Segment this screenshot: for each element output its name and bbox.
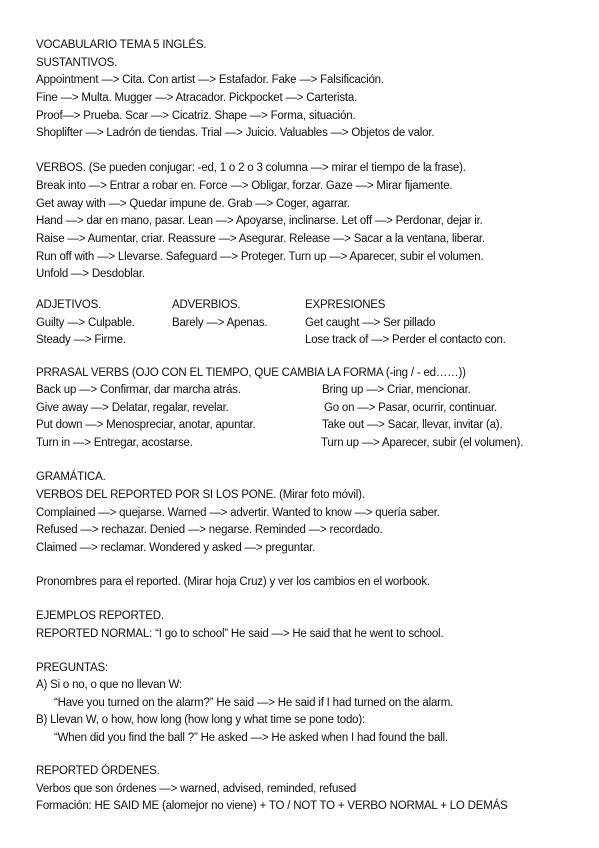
ejemplos-line: REPORTED NORMAL: “I go to school” He said —> He said that he went to school. xyxy=(36,628,444,640)
phrasal-heading: PRRASAL VERBS (OJO CON EL TIEMPO, QUE CAMBIA LA FORMA (-ing / - ed……)) xyxy=(36,367,466,379)
preguntas-heading: PREGUNTAS: xyxy=(36,662,108,674)
sustantivos-line: Proof—> Prueba. Scar —> Cicatriz. Shape —> Forma, situación. xyxy=(36,110,356,122)
verbos-line: Run off with —> Llevarse. Safeguard —> Proteger. Turn up —> Aparecer, subir el volumen. xyxy=(36,251,484,263)
document-title: VOCABULARIO TEMA 5 INGLÉS. xyxy=(36,39,207,51)
verbos-line: Unfold —> Desdoblar. xyxy=(36,268,145,280)
gramatica-subheading: VERBOS DEL REPORTED POR SI LOS PONE. (Mirar foto móvil). xyxy=(36,489,365,501)
verbos-line: Hand —> dar en mano, pasar. Lean —> Apoyarse, inclinarse. Let off —> Perdonar, dejar ir. xyxy=(36,215,483,227)
preguntas-b-label: B) Llevan W, o how, how long (how long y what time se pone todo): xyxy=(36,714,365,726)
phrasal-item: Put down —> Menospreciar, anotar, apuntar. xyxy=(36,419,256,431)
verbos-line: Raise —> Aumentar, criar. Reassure —> Asegurar. Release —> Sacar a la ventana, liberar. xyxy=(36,233,485,245)
phrasal-item: Turn in —> Entregar, acostarse. xyxy=(36,437,193,449)
adjetivos-heading: ADJETIVOS. xyxy=(36,299,102,311)
adjetivo-item: Steady —> Firme. xyxy=(36,334,126,346)
gramatica-line: Complained —> quejarse. Warned —> advertir. Wanted to know —> quería saber. xyxy=(36,507,440,519)
ejemplos-heading: EJEMPLOS REPORTED. xyxy=(36,610,164,622)
sustantivos-heading: SUSTANTIVOS. xyxy=(36,57,118,69)
ordenes-heading: REPORTED ÓRDENES. xyxy=(36,765,160,777)
expresiones-heading: EXPRESIONES xyxy=(305,299,386,311)
preguntas-a-label: A) Si o no, o que no llevan W: xyxy=(36,679,182,691)
phrasal-item: Go on —> Pasar, ocurrir, continuar. xyxy=(324,402,497,414)
gramatica-line: Claimed —> reclamar. Wondered y asked —> preguntar. xyxy=(36,542,316,554)
gramatica-heading: GRAMÁTICA. xyxy=(36,471,106,483)
adjetivo-item: Guilty —> Culpable. xyxy=(36,317,135,329)
adverbios-heading: ADVERBIOS. xyxy=(172,299,241,311)
verbos-line: Break into —> Entrar a robar en. Force —> Obligar, forzar. Gaze —> Mirar fijamente. xyxy=(36,180,453,192)
preguntas-b-example: “When did you find the ball ?” He asked —> He asked when I had found the ball. xyxy=(54,732,448,744)
expresion-item: Get caught —> Ser pillado xyxy=(305,317,436,329)
ordenes-line: Verbos que son órdenes —> warned, advised, reminded, refused xyxy=(36,783,357,795)
sustantivos-line: Fine —> Multa. Mugger —> Atracador. Pickpocket —> Carterista. xyxy=(36,92,358,104)
verbos-line: Get away with —> Quedar impune de. Grab —> Coger, agarrar. xyxy=(36,198,350,210)
phrasal-item: Take out —> Sacar, llevar, invitar (a). xyxy=(322,419,503,431)
pronombres-line: Pronombres para el reported. (Mirar hoja Cruz) y ver los cambios en el worbook. xyxy=(36,576,430,588)
verbos-heading: VERBOS. (Se pueden conjugar: -ed, 1 o 2 o 3 columna —> mirar el tiempo de la frase). xyxy=(36,162,466,174)
phrasal-item: Turn up —> Aparecer, subir (el volumen). xyxy=(321,437,524,449)
gramatica-line: Refused —> rechazar. Denied —> negarse. Reminded —> recordado. xyxy=(36,524,383,536)
expresion-item: Lose track of —> Perder el contacto con. xyxy=(305,334,506,346)
ordenes-formacion: Formación: HE SAID ME (alomejor no viene) + TO / NOT TO + VERBO NORMAL + LO DEMÁS xyxy=(36,800,508,812)
sustantivos-line: Shoplifter —> Ladrón de tiendas. Trial —> Juicio. Valuables —> Objetos de valor. xyxy=(36,127,435,139)
adverbio-item: Barely —> Apenas. xyxy=(172,317,268,329)
phrasal-item: Bring up —> Criar, mencionar. xyxy=(322,384,471,396)
phrasal-item: Give away —> Delatar, regalar, revelar. xyxy=(36,402,229,414)
preguntas-a-example: “Have you turned on the alarm?” He said —> He said if I had turned on the alarm. xyxy=(54,697,454,709)
sustantivos-line: Appointment —> Cita. Con artist —> Estafador. Fake —> Falsificación. xyxy=(36,74,384,86)
phrasal-item: Back up —> Confirmar, dar marcha atrás. xyxy=(36,384,241,396)
